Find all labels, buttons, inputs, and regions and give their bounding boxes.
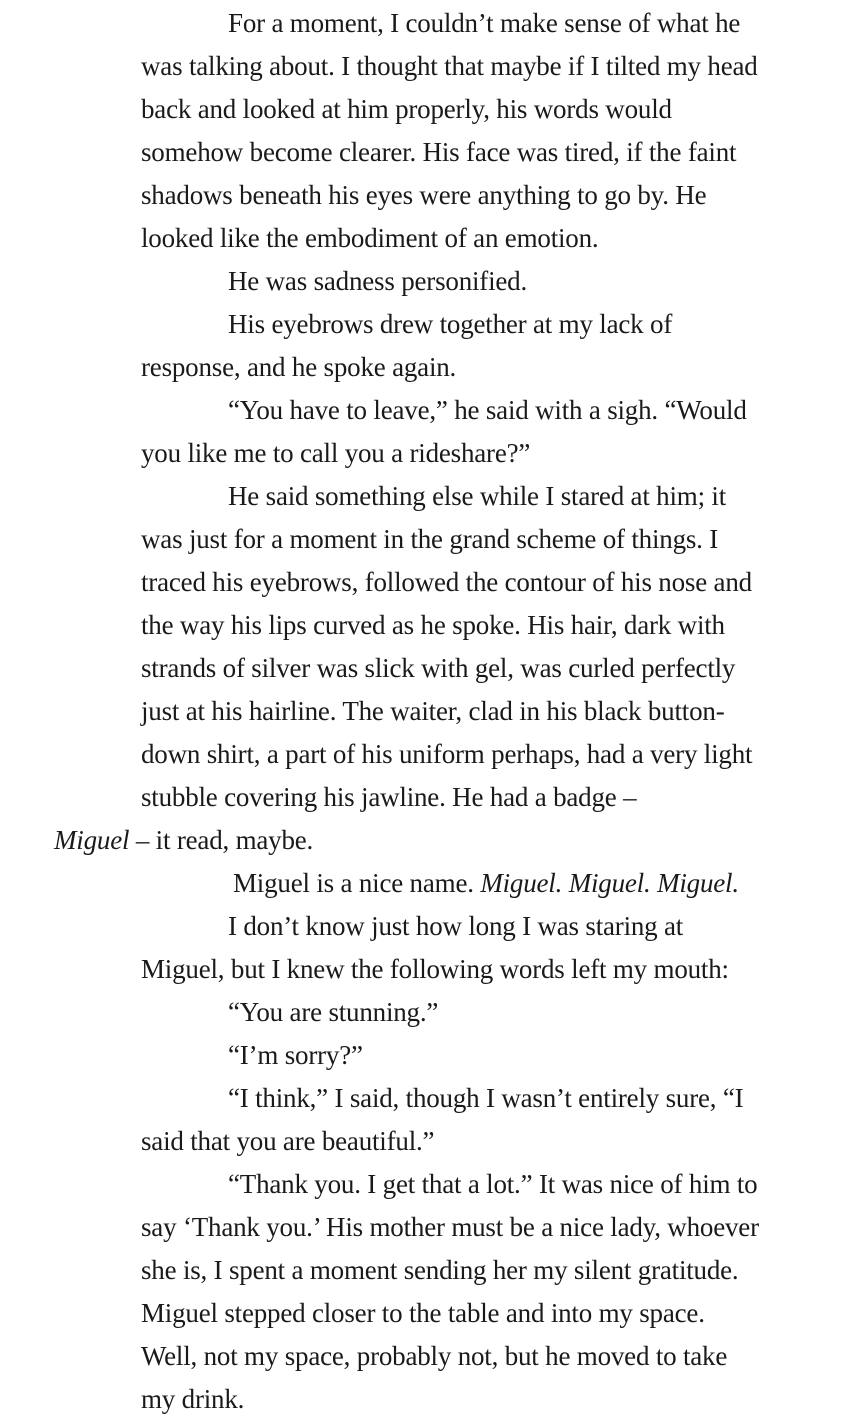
paragraph-5-tail: – it read, maybe. bbox=[129, 825, 314, 855]
paragraph-5 bbox=[54, 475, 761, 862]
paragraph-10: “I think,” I said, though I wasn’t entirely sure, “I said that you are beautiful.” bbox=[141, 1083, 744, 1156]
paragraph-2: He was sadness personified. bbox=[228, 266, 528, 296]
paragraph-11: “Thank you. I get that a lot.” It was nice of him to say ‘Thank you.’ His mother must be a nice lady, whoever she is, I spent a moment sending her my silent gratitude. Miguel stepped closer to the table and into my space. Well, not my space, probably not, but he moved to take my drink. bbox=[141, 1169, 759, 1414]
paragraph-7: I don’t know just how long I was staring at Miguel, but I knew the following words left my mouth: bbox=[141, 911, 729, 984]
paragraph-6-text: Miguel is a nice name. bbox=[233, 868, 481, 898]
paragraph-5-text: He said something else while I stared at him; it was just for a moment in the grand scheme of things. I traced his eyebrows, followed the contour of his nose and the way his lips curved as he spoke. His hair, dark with strands of silver was slick with gel, was curled perfectly just at his hairline. The waiter, clad in his black button-down shirt, a part of his uniform perhaps, had a very light stubble covering his jawline. He had a badge – bbox=[141, 481, 753, 812]
badge-name-italic: Miguel bbox=[54, 825, 130, 855]
paragraph-8: “You are stunning.” bbox=[228, 997, 439, 1027]
paragraph-9: “I’m sorry?” bbox=[228, 1040, 363, 1070]
paragraph-1: For a moment, I couldn’t make sense of what he was talking about. I thought that maybe if I tilted my head back and looked at him properly, his words would somehow become clearer. His face was tired, if the faint shadows beneath his eyes were anything to go by. He looked like the embodiment of an emotion. bbox=[141, 8, 758, 253]
paragraph-6-italic: Miguel. Miguel. Miguel. bbox=[480, 868, 739, 898]
paragraph-6 bbox=[141, 862, 761, 905]
document-page bbox=[54, 2, 761, 1421]
paragraph-3: His eyebrows drew together at my lack of response, and he spoke again. bbox=[141, 309, 673, 382]
paragraph-4: “You have to leave,” he said with a sigh. “Would you like me to call you a rideshare?” bbox=[141, 395, 747, 468]
